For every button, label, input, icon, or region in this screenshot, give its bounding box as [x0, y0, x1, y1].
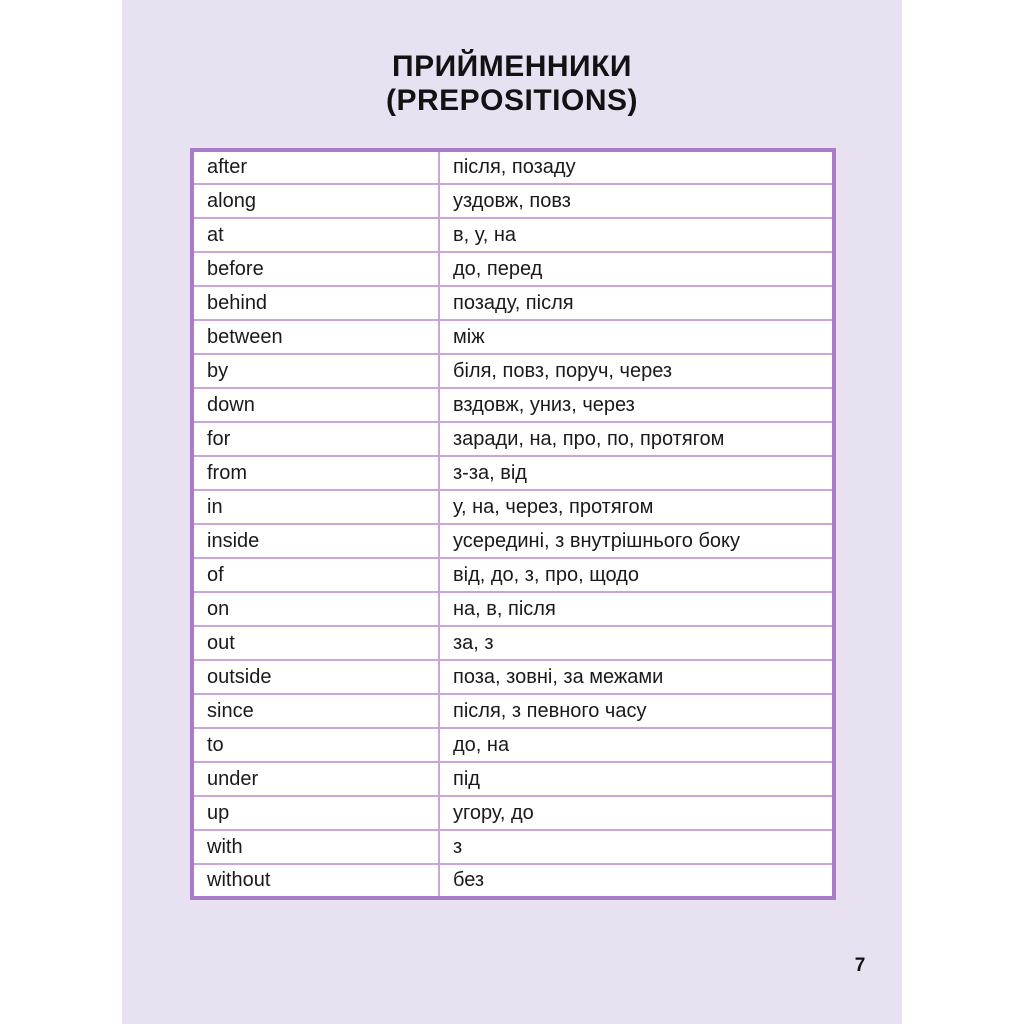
table-row	[192, 830, 834, 864]
table-row	[192, 660, 834, 694]
ukrainian-cell: без	[439, 864, 834, 898]
english-cell: inside	[192, 524, 439, 558]
table-row	[192, 286, 834, 320]
ukrainian-cell: після, позаду	[439, 150, 834, 184]
ukrainian-cell: за, з	[439, 626, 834, 660]
english-cell: from	[192, 456, 439, 490]
ukrainian-cell: з	[439, 830, 834, 864]
table-row	[192, 422, 834, 456]
ukrainian-cell: заради, на, про, по, протягом	[439, 422, 834, 456]
table-row	[192, 456, 834, 490]
ukrainian-cell: до, перед	[439, 252, 834, 286]
ukrainian-cell: під	[439, 762, 834, 796]
table-row	[192, 354, 834, 388]
table-row	[192, 796, 834, 830]
table-row	[192, 218, 834, 252]
ukrainian-cell: з-за, від	[439, 456, 834, 490]
table-row	[192, 626, 834, 660]
english-cell: along	[192, 184, 439, 218]
ukrainian-cell: угору, до	[439, 796, 834, 830]
prepositions-table-body	[192, 150, 834, 898]
english-cell: with	[192, 830, 439, 864]
english-cell: by	[192, 354, 439, 388]
english-cell: at	[192, 218, 439, 252]
ukrainian-cell: після, з певного часу	[439, 694, 834, 728]
english-cell: under	[192, 762, 439, 796]
ukrainian-cell: між	[439, 320, 834, 354]
page-number: 7	[854, 955, 866, 976]
ukrainian-cell: біля, повз, поруч, через	[439, 354, 834, 388]
table-row	[192, 252, 834, 286]
page-title-line2: (PREPOSITIONS)	[385, 84, 639, 117]
table-row	[192, 320, 834, 354]
ukrainian-cell: уздовж, повз	[439, 184, 834, 218]
ukrainian-cell: вздовж, униз, через	[439, 388, 834, 422]
table-row	[192, 388, 834, 422]
ukrainian-cell: від, до, з, про, щодо	[439, 558, 834, 592]
english-cell: without	[192, 864, 439, 898]
table-row	[192, 558, 834, 592]
english-cell: for	[192, 422, 439, 456]
english-cell: before	[192, 252, 439, 286]
english-cell: of	[192, 558, 439, 592]
ukrainian-cell: в, у, на	[439, 218, 834, 252]
table-row	[192, 592, 834, 626]
english-cell: since	[192, 694, 439, 728]
table-row	[192, 694, 834, 728]
english-cell: on	[192, 592, 439, 626]
table-row	[192, 728, 834, 762]
table-row	[192, 864, 834, 898]
english-cell: outside	[192, 660, 439, 694]
ukrainian-cell: поза, зовні, за межами	[439, 660, 834, 694]
ukrainian-cell: до, на	[439, 728, 834, 762]
table-row	[192, 762, 834, 796]
table-row	[192, 184, 834, 218]
table-row	[192, 524, 834, 558]
english-cell: up	[192, 796, 439, 830]
prepositions-table	[190, 148, 836, 900]
english-cell: after	[192, 150, 439, 184]
ukrainian-cell: усередині, з внутрішнього боку	[439, 524, 834, 558]
english-cell: to	[192, 728, 439, 762]
table-row	[192, 490, 834, 524]
ukrainian-cell: у, на, через, протягом	[439, 490, 834, 524]
ukrainian-cell: позаду, після	[439, 286, 834, 320]
english-cell: between	[192, 320, 439, 354]
english-cell: behind	[192, 286, 439, 320]
english-cell: in	[192, 490, 439, 524]
english-cell: out	[192, 626, 439, 660]
page-title	[122, 50, 902, 118]
english-cell: down	[192, 388, 439, 422]
page-title-line1: ПРИЙМЕННИКИ	[392, 50, 632, 83]
table-row	[192, 150, 834, 184]
ukrainian-cell: на, в, після	[439, 592, 834, 626]
